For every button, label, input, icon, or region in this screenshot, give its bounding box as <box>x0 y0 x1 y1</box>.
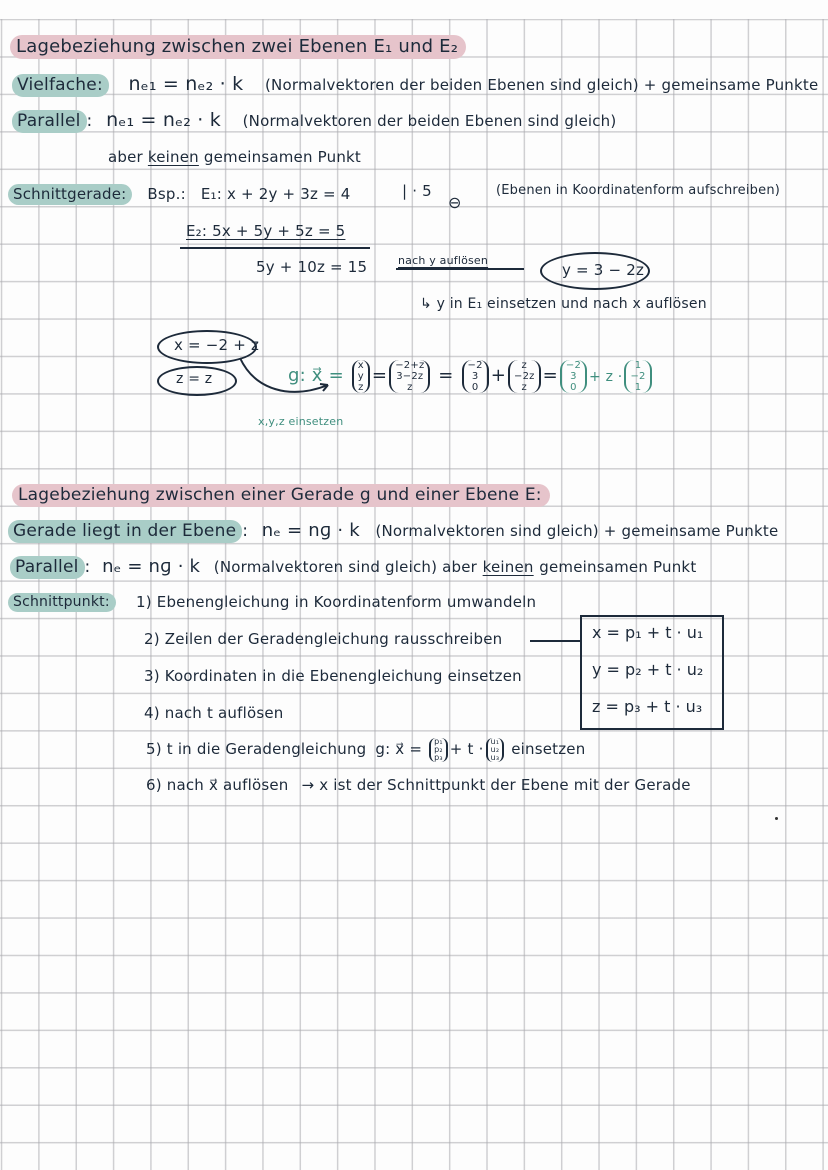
vector-direction-result: 1 −2 1 <box>624 360 651 393</box>
liegt-label: Gerade liegt in der Ebene <box>8 520 242 543</box>
vector-support-result: −2 3 0 <box>560 360 587 393</box>
stray-dot <box>775 817 778 820</box>
keinen-keyword: keinen <box>147 148 199 166</box>
schnittgerade-line: Schnittgerade: Bsp.: E₁: x + 2y + 3z = 4 <box>8 183 351 205</box>
subtraction-line <box>180 247 370 249</box>
substitute-label: x,y,z einsetzen <box>258 415 344 428</box>
section1-title: Lagebeziehung zwischen zwei Ebenen E₁ und E₂ <box>10 36 466 58</box>
liegt-line: Gerade liegt in der Ebene : nₑ = nɡ · k (Normalvektoren sind gleich) + gemeinsame Punkte <box>8 520 778 542</box>
z-solution: z = z <box>176 371 213 387</box>
vielfache-formula: nₑ₁ = nₑ₂ · k <box>128 73 244 95</box>
step-4: 4) nach t auflösen <box>144 704 284 722</box>
x-solution: x = −2 + z <box>174 336 260 354</box>
step-3: 3) Koordinaten in die Ebenengleichung einsetzen <box>144 667 522 685</box>
next-step-note: ↳ y in E₁ einsetzen und nach x auflösen <box>420 296 707 312</box>
vielfache-line <box>12 73 818 96</box>
page-top-margin <box>0 0 828 19</box>
vector-constant: −2 3 0 <box>462 360 489 393</box>
keinen-keyword-2: keinen <box>482 558 534 576</box>
schnittgerade-hint: (Ebenen in Koordinatenform aufschreiben) <box>496 183 781 198</box>
vielfache-note: (Normalvektoren der beiden Ebenen sind gleich) + gemeinsame Punkte <box>264 76 819 94</box>
parallel-note: (Normalvektoren der beiden Ebenen sind gleich) <box>242 112 617 130</box>
schnittpunkt-label: Schnittpunkt: <box>8 593 116 612</box>
vector-substituted: −2+z 3−2z z <box>389 360 430 393</box>
step-2: 2) Zeilen der Geradengleichung rausschreiben <box>144 630 503 648</box>
parallel-label: Parallel <box>12 110 87 133</box>
liegt-note: (Normalvektoren sind gleich) + gemeinsame Punkte <box>375 522 779 540</box>
e2-equation: E₂: 5x + 5y + 5z = 5 <box>186 222 346 240</box>
box-row-y: y = p₂ + t · u₂ <box>592 660 704 679</box>
box-row-x: x = p₁ + t · u₁ <box>592 623 704 642</box>
parallel2-note: (Normalvektoren sind gleich) aber <box>213 558 478 576</box>
e1-equation: E₁: x + 2y + 3z = 4 <box>200 185 351 203</box>
arrow-label: nach y auflösen <box>398 254 489 267</box>
vector-p: p₁ p₂ p₃ <box>429 738 448 762</box>
connector-line <box>530 640 580 642</box>
coordinates-box <box>580 615 724 730</box>
parallel-formula: nₑ₁ = nₑ₂ · k <box>106 109 221 131</box>
line-equation-g: g: x⃗ = x y z = −2+z 3−2z z = −2 3 0 + z −2z z = −2 3 0 + z · 1 −2 1 <box>288 356 654 397</box>
multiplier: | · 5 <box>402 182 432 200</box>
parallel-line-line: Parallel : nₑ = nɡ · k (Normalvektoren sind gleich) aber keinen gemeinsamen Punkt <box>10 556 696 578</box>
parallel2-label: Parallel <box>10 556 85 579</box>
parallel-note-2: aber keinen gemeinsamen Punkt <box>108 148 362 166</box>
arrow-right-icon <box>396 268 524 270</box>
step-1: 1) Ebenengleichung in Koordinatenform umwandeln <box>136 593 537 611</box>
vector-xyz: x y z <box>352 360 370 393</box>
schnittgerade-label: Schnittgerade: <box>8 184 132 205</box>
section2-title: Lagebeziehung zwischen einer Gerade g und einer Ebene E: <box>12 484 550 506</box>
step-5: 5) t in die Geradengleichung g: x⃗ = p₁ p₂ p₃ + t · u₁ u₂ u₃ einsetzen <box>146 736 586 762</box>
vector-parameter: z −2z z <box>508 360 541 393</box>
vector-u: u₁ u₂ u₃ <box>486 738 505 762</box>
result-equation: 5y + 10z = 15 <box>256 258 368 276</box>
y-solution: y = 3 − 2z <box>562 261 645 279</box>
box-row-z: z = p₃ + t · u₃ <box>592 697 703 716</box>
vielfache-label: Vielfache: <box>12 74 109 97</box>
step-6: 6) nach x⃗ auflösen → x ist der Schnittpunkt der Ebene mit der Gerade <box>146 776 691 794</box>
schnittpunkt-label-line <box>8 591 116 613</box>
parallel-planes-line: Parallel : nₑ₁ = nₑ₂ · k (Normalvektoren der beiden Ebenen sind gleich) <box>12 109 616 132</box>
liegt-formula: nₑ = nɡ · k <box>261 520 360 541</box>
parallel2-formula: nₑ = nɡ · k <box>102 556 201 577</box>
minus-circle-icon: ⊖ <box>448 193 462 212</box>
